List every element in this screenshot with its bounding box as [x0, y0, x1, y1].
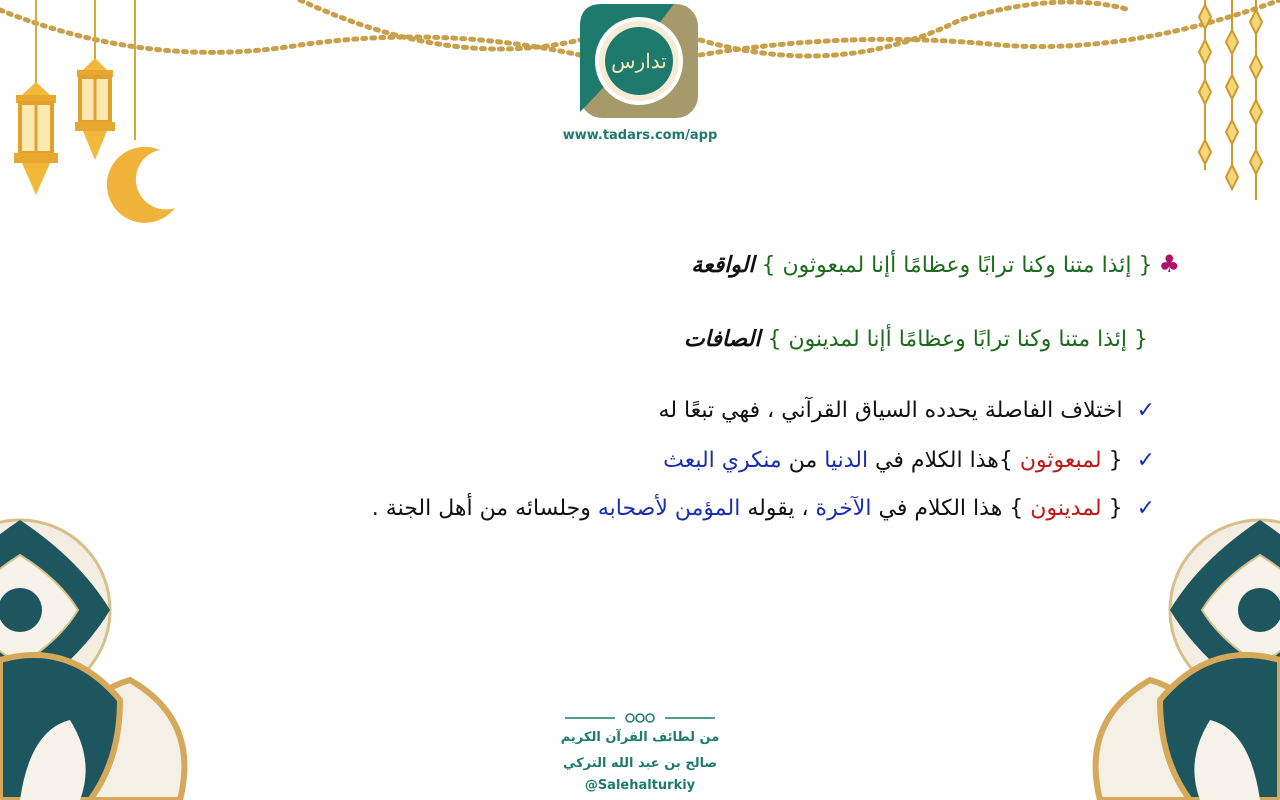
highlight-believer: المؤمن لأصحابه	[597, 496, 741, 521]
app-url-link[interactable]: www.tadars.com/app	[562, 128, 718, 143]
garland-right	[700, 0, 1280, 55]
garland-left-2	[300, 0, 580, 49]
crescent-icon	[107, 147, 175, 223]
point-1	[659, 398, 1155, 423]
tadars-logo[interactable]	[578, 2, 700, 120]
highlight-word: لمدينون	[1030, 496, 1102, 521]
svg-text:تدارس: تدارس	[611, 49, 667, 73]
point-text: اختلاف الفاصلة يحدده السياق القرآني ، فهي تبعًا له	[658, 398, 1123, 423]
verse-waqiah: ♣{ إئذا متنا وكنا ترابًا وعظامًا أإنا لمبعوثون } الواقعة	[691, 250, 1180, 278]
footer-author: صالح بن عبد الله التركي	[562, 756, 718, 771]
footer-series-title: من لطائف القرآن الكريم	[560, 730, 720, 745]
highlight-akhira: الآخرة	[815, 496, 872, 521]
verse-source: الواقعة	[691, 252, 755, 278]
hanging-diamonds	[1199, 0, 1262, 200]
highlight-deniers: منكري البعث	[663, 448, 782, 473]
highlight-dunya: الدنيا	[824, 448, 869, 473]
check-icon: ✓	[1136, 398, 1155, 423]
mandala-right	[1096, 520, 1280, 800]
point-2: ✓{ لمبعوثون }هذا الكلام في الدنيا من منكري البعث	[663, 448, 1155, 473]
footer-ornament	[565, 714, 715, 722]
mandala-left	[0, 520, 184, 800]
verse-text: إئذا متنا وكنا ترابًا وعظامًا أإنا لمبعوثون	[782, 253, 1132, 278]
verse-saffat: { إئذا متنا وكنا ترابًا وعظامًا أإنا لمدينون } الصافات	[683, 326, 1148, 352]
highlight-word: لمبعوثون	[1019, 448, 1102, 473]
check-icon: ✓	[1136, 448, 1155, 473]
verse-source: الصافات	[683, 326, 761, 352]
verse-text: إئذا متنا وكنا ترابًا وعظامًا أإنا لمدينون	[788, 327, 1127, 352]
check-icon: ✓	[1136, 496, 1155, 521]
lantern-icon	[75, 0, 115, 160]
footer-handle[interactable]: @Salehalturkiy	[584, 778, 696, 793]
club-icon: ♣	[1158, 250, 1180, 278]
point-3: ✓{ لمدينون } هذا الكلام في الآخرة ، يقوله المؤمن لأصحابه وجلسائه من أهل الجنة .	[371, 496, 1155, 521]
